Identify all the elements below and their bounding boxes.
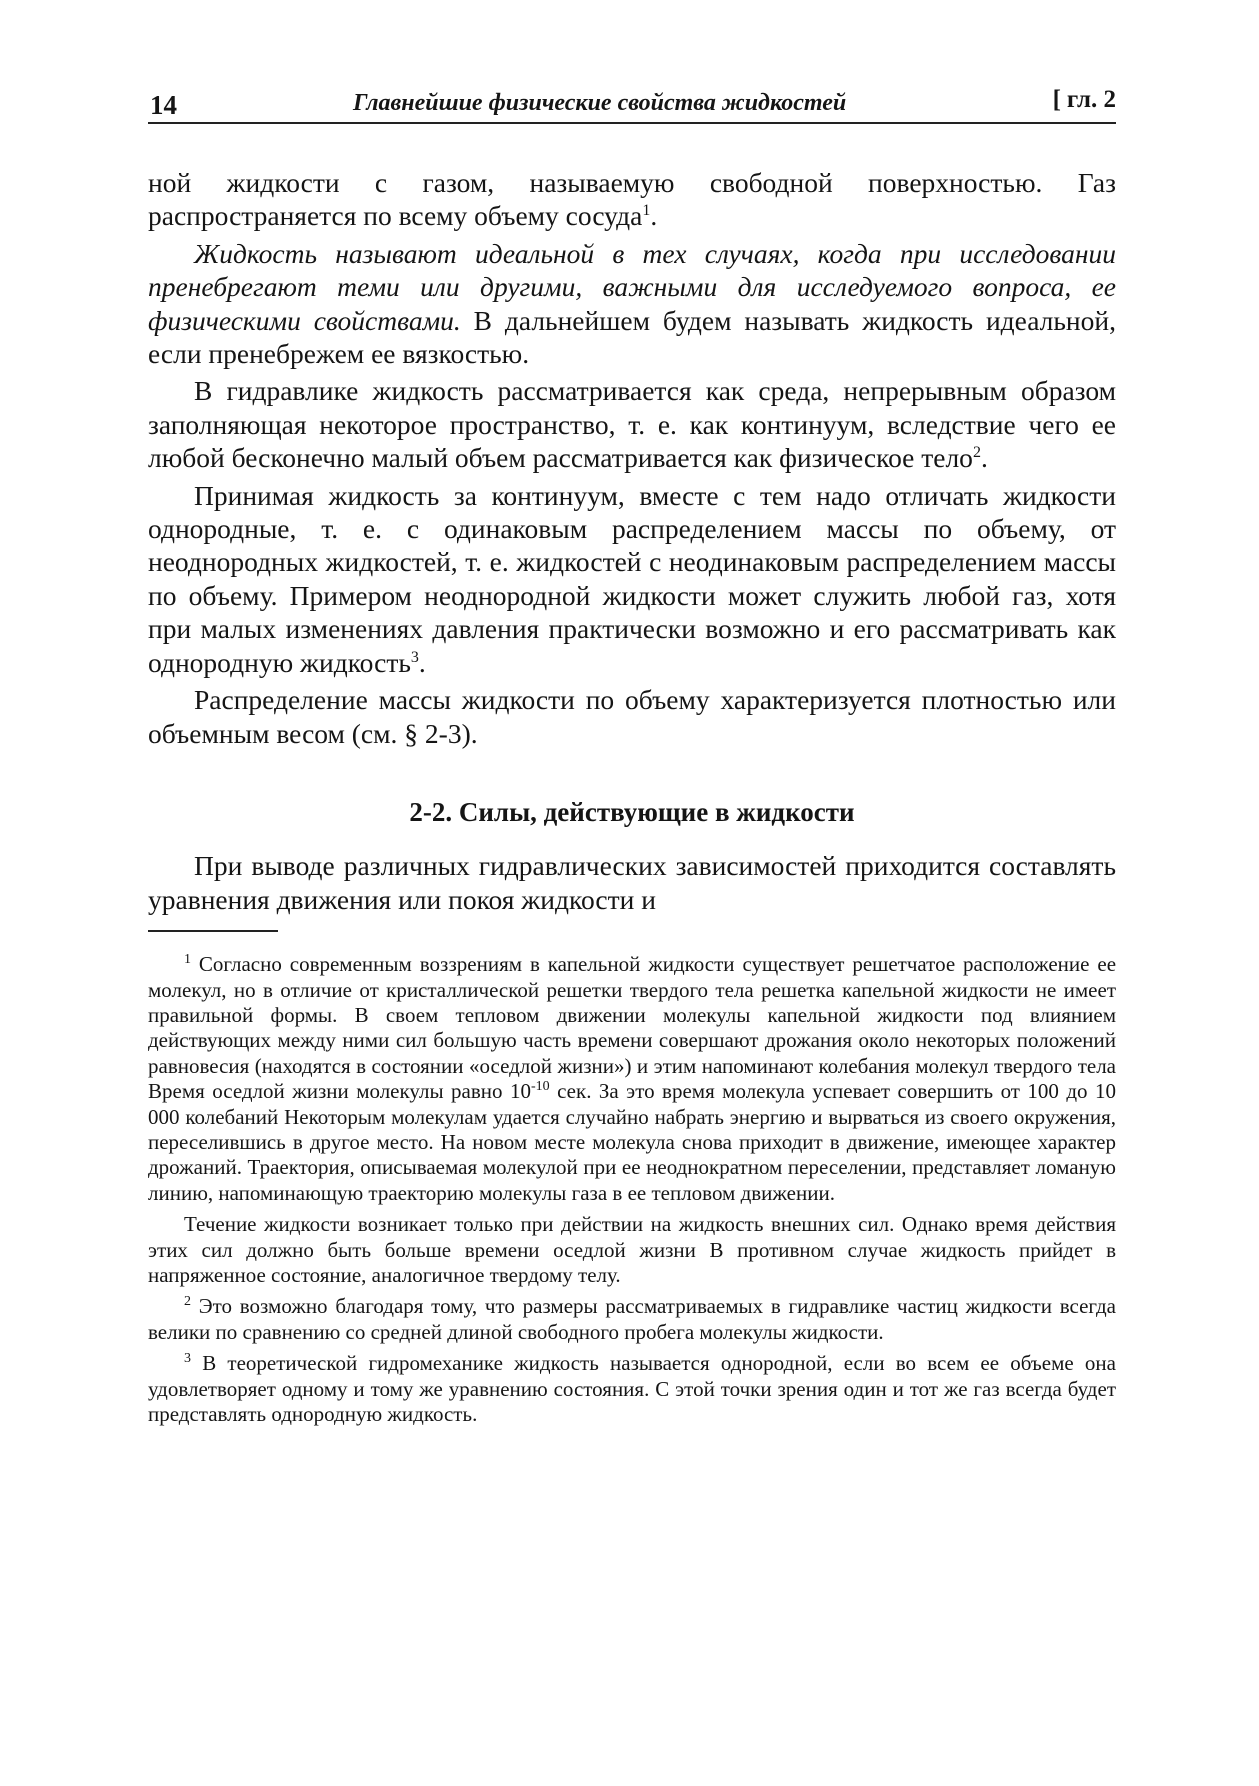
chapter-label: [ гл. 2 bbox=[1052, 86, 1116, 113]
footnote-2: $^2$ Это возможно благодаря тому, что размеры рассматриваемых в гидравлике частиц жидкости всегда велики по сравнению со средней длиной свободного пробега молекулы жидкости. bbox=[148, 1294, 1116, 1344]
running-head bbox=[148, 68, 1116, 120]
footnote-1: $^1$ Согласно современным воззрениям в капельной жидкости существует решетчатое расположение ее молекул, но в отличие от кристаллической решетки твердого тела решетка капельной жидкости не имеет правильной формы. В своем тепловом движении молекулы капельной жидкости под влиянием действующих между ними сил большую часть времени совершают дрожания около некоторых положений равновесия (находятся в состоянии «оседлой жизни») и этим напоминают колебания молекул твердого тела Время оседлой жизни молекулы равно $10^{-10}$ сек. За это время молекула успевает совершить от 100 до 10 000 колебаний Некоторым молекулам удается случайно набрать энергию и вырваться из своего окружения, переселившись в другое место. На новом месте молекула снова приходит в движение, имеющее характер дрожаний. Траектория, описываемая молекулой при ее неоднократном переселении, представляет ломаную линию, напоминающую траекторию молекулы газа в ее тепловом движении. bbox=[148, 952, 1117, 1205]
footnote-rule bbox=[148, 930, 278, 932]
footnote-ref-2: 2 bbox=[972, 444, 981, 462]
footnotes bbox=[148, 952, 1116, 1427]
body-text bbox=[148, 166, 1116, 916]
header-rule bbox=[148, 122, 1116, 124]
footnote-marker-2: 2 bbox=[184, 1294, 191, 1310]
section-heading: 2-2. Силы, действующие в жидкости bbox=[409, 796, 855, 827]
paragraph-1: ной жидкости с газом, называемую свободной поверхностью. Газ распространяется по всему объему сосуда$^1$. bbox=[148, 167, 1116, 232]
paragraph-4: Принимая жидкость за континуум, вместе с тем надо отличать жидкости однородные, т. е. с одинаковым распределением массы по объему, от неоднородных жидкостей, т. е. жидкостей с неодинаковым распределением массы по объему. Примером неоднородной жидкости может служить любой газ, хотя при малых изменениях давления практически возможно и его рассматривать как однородную жидкость$^3$. bbox=[148, 479, 1116, 678]
paragraph-2: Жидкость называют идеальной в тех случаях, когда при исследовании пренебрегают теми или другими, важными для исследуемого вопроса, ее физическими свойствами. В дальнейшем будем называть жидкость идеальной, если пренебрежем ее вязкостью. bbox=[148, 237, 1116, 370]
footnote-ref-3: 3 bbox=[410, 648, 419, 666]
page-number: 14 bbox=[150, 90, 177, 120]
footnote-ref-1: 1 bbox=[642, 202, 651, 220]
paragraph-3: В гидравлике жидкость рассматривается как среда, непрерывным образом заполняющая некоторое пространство, т. е. как континуум, вследствие чего ее любой бесконечно малый объем рассматривается как физическое тело$^2$. bbox=[148, 375, 1116, 474]
footnote-1-continued: Течение жидкости возникает только при действии на жидкость внешних сил. Однако время действия этих сил должно быть больше времени оседлой жизни В противном случае жидкость прийдет в напряженное состояние, аналогичное твердому телу. bbox=[148, 1212, 1116, 1287]
paragraph-6: При выводе различных гидравлических зависимостей приходится составлять уравнения движения или покоя жидкости и bbox=[148, 850, 1116, 915]
footnote-marker-1: 1 bbox=[184, 952, 191, 968]
chapter-text: гл. 2 bbox=[1066, 86, 1116, 113]
paragraph-5: Распределение массы жидкости по объему характеризуется плотностью или объемным весом (см. § 2-3). bbox=[148, 684, 1116, 749]
footnote-3: $^3$ В теоретической гидромеханике жидкость называется однородной, если во всем ее объеме она удовлетворяет одному и тому же уравнению состояния. С этой точки зрения один и тот же газ всегда будет представлять однородную жидкость. bbox=[148, 1351, 1116, 1427]
footnote-marker-3: 3 bbox=[184, 1351, 191, 1367]
exponent: -10 bbox=[530, 1079, 550, 1095]
book-page bbox=[148, 68, 1116, 1433]
running-title: Главнейшие физические свойства жидкостей bbox=[353, 90, 847, 116]
